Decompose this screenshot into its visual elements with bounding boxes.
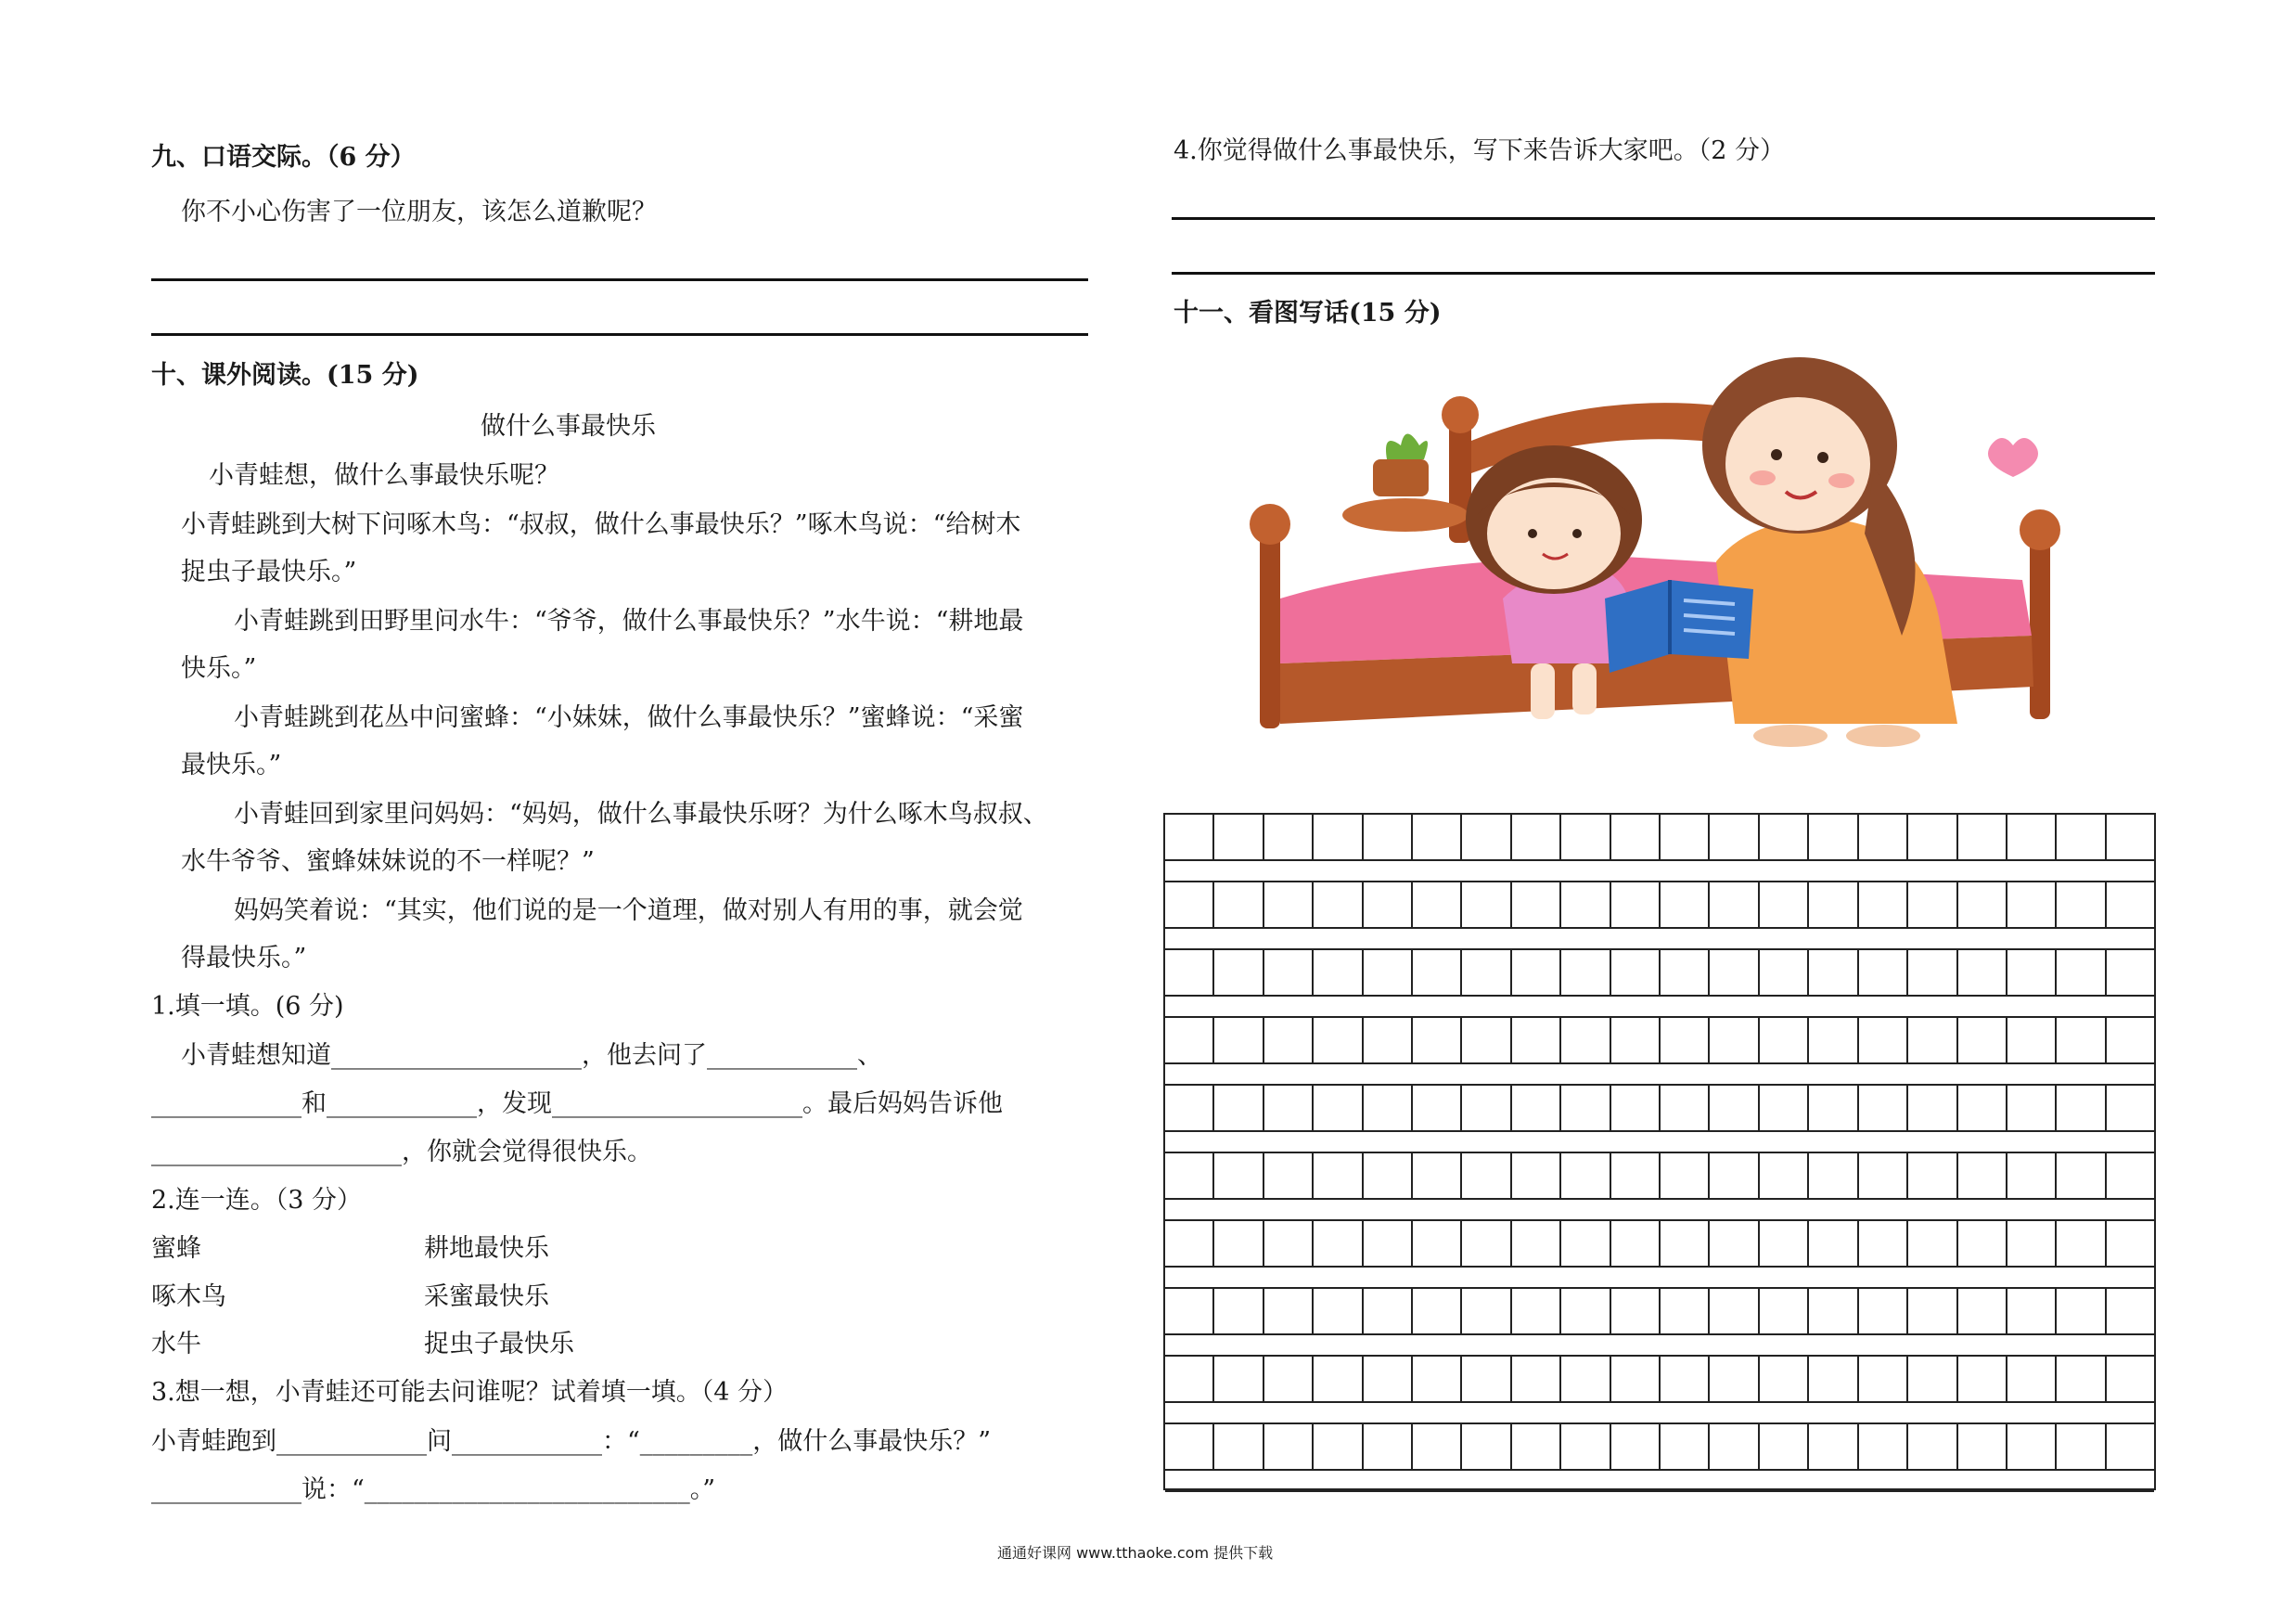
grid-cell[interactable]: [1413, 1153, 1462, 1198]
grid-row-gap: [1165, 1132, 2154, 1153]
match-right-item[interactable]: 采蜜最快乐: [424, 1282, 549, 1311]
grid-cell[interactable]: [1809, 1086, 1858, 1130]
grid-cell[interactable]: [1859, 1018, 1908, 1062]
grid-cell[interactable]: [1661, 1289, 1710, 1333]
grid-cell[interactable]: [1214, 1221, 1263, 1266]
grid-cell[interactable]: [1760, 1086, 1809, 1130]
grid-cell[interactable]: [1611, 1357, 1661, 1401]
grid-cell[interactable]: [1561, 1086, 1610, 1130]
grid-cell[interactable]: [1413, 1018, 1462, 1062]
grid-row[interactable]: [1165, 1357, 2154, 1403]
grid-cell[interactable]: [1364, 1357, 1413, 1401]
answer-line-3[interactable]: [1172, 217, 2155, 220]
grid-cell[interactable]: [1611, 882, 1661, 927]
grid-cell[interactable]: [1661, 1153, 1710, 1198]
story-line: 小青蛙跳到大树下问啄木鸟：“叔叔，做什么事最快乐？”啄木鸟说：“给树木: [181, 510, 1021, 539]
grid-cell[interactable]: [2057, 815, 2106, 859]
grid-cell[interactable]: [1908, 1153, 1957, 1198]
grid-cell[interactable]: [2057, 950, 2106, 995]
grid-cell[interactable]: [1462, 1289, 1511, 1333]
grid-cell[interactable]: [1512, 1153, 1561, 1198]
grid-cell[interactable]: [1314, 882, 1363, 927]
grid-cell[interactable]: [1958, 1018, 2007, 1062]
grid-cell[interactable]: [1561, 1153, 1610, 1198]
q1-label: 1.填一填。(6 分): [151, 992, 344, 1021]
grid-cell[interactable]: [1760, 950, 1809, 995]
grid-cell[interactable]: [1462, 882, 1511, 927]
grid-cell[interactable]: [1413, 1221, 1462, 1266]
grid-cell[interactable]: [1214, 1424, 1263, 1469]
grid-cell[interactable]: [1512, 882, 1561, 927]
q3-fill-line[interactable]: ____________说：“__________________________。”: [151, 1475, 716, 1504]
grid-cell[interactable]: [1364, 1221, 1413, 1266]
story-line: 妈妈笑着说：“其实，他们说的是一个道理，做对别人有用的事，就会觉: [234, 896, 1023, 925]
grid-cell[interactable]: [1561, 882, 1610, 927]
match-left-item[interactable]: 蜜蜂: [151, 1234, 201, 1263]
grid-cell[interactable]: [1264, 1289, 1314, 1333]
grid-cell[interactable]: [1809, 882, 1858, 927]
story-line: 小青蛙跳到田野里问水牛：“爷爷，做什么事最快乐？”水牛说：“耕地最: [234, 607, 1024, 636]
grid-cell[interactable]: [1661, 1018, 1710, 1062]
grid-cell[interactable]: [1165, 1289, 1214, 1333]
grid-cell[interactable]: [1214, 1153, 1263, 1198]
grid-cell[interactable]: [1958, 1424, 2007, 1469]
grid-cell[interactable]: [1661, 882, 1710, 927]
grid-cell[interactable]: [1561, 1289, 1610, 1333]
grid-cell[interactable]: [1760, 882, 1809, 927]
grid-cell[interactable]: [1264, 1424, 1314, 1469]
q1-fill-line[interactable]: ____________和____________，发现____________________。最后妈妈告诉他: [151, 1089, 1003, 1118]
grid-cell[interactable]: [1314, 1221, 1363, 1266]
grid-cell[interactable]: [1165, 882, 1214, 927]
grid-cell[interactable]: [1462, 1221, 1511, 1266]
grid-cell[interactable]: [2057, 1153, 2106, 1198]
grid-cell[interactable]: [1611, 1289, 1661, 1333]
grid-cell[interactable]: [2007, 1289, 2057, 1333]
grid-cell[interactable]: [1462, 815, 1511, 859]
grid-cell[interactable]: [1364, 815, 1413, 859]
story-line: 水牛爷爷、蜜蜂妹妹说的不一样呢？”: [181, 847, 595, 876]
grid-cell[interactable]: [1413, 815, 1462, 859]
grid-cell[interactable]: [1214, 950, 1263, 995]
grid-cell[interactable]: [2057, 1018, 2106, 1062]
grid-cell[interactable]: [1859, 1424, 1908, 1469]
grid-cell[interactable]: [2107, 1153, 2154, 1198]
grid-cell[interactable]: [1165, 950, 1214, 995]
grid-cell[interactable]: [1760, 815, 1809, 859]
story-title: 做什么事最快乐: [481, 412, 656, 441]
grid-cell[interactable]: [1214, 815, 1263, 859]
grid-cell[interactable]: [1512, 1086, 1561, 1130]
grid-cell[interactable]: [1958, 950, 2007, 995]
story-line: 小青蛙跳到花丛中问蜜蜂：“小妹妹，做什么事最快乐？”蜜蜂说：“采蜜: [234, 703, 1024, 732]
grid-cell[interactable]: [1314, 1018, 1363, 1062]
grid-cell[interactable]: [1809, 1153, 1858, 1198]
grid-cell[interactable]: [1710, 1424, 1759, 1469]
grid-row[interactable]: [1165, 1018, 2154, 1064]
grid-cell[interactable]: [2107, 815, 2154, 859]
grid-cell[interactable]: [1314, 1086, 1363, 1130]
grid-cell[interactable]: [1413, 1086, 1462, 1130]
grid-cell[interactable]: [1214, 1357, 1263, 1401]
grid-cell[interactable]: [2057, 1289, 2106, 1333]
grid-cell[interactable]: [2007, 1153, 2057, 1198]
grid-cell[interactable]: [1710, 815, 1759, 859]
q2-label: 2.连一连。（3 分）: [151, 1186, 363, 1215]
grid-row[interactable]: [1165, 882, 2154, 929]
grid-cell[interactable]: [1264, 1357, 1314, 1401]
grid-cell[interactable]: [1512, 1221, 1561, 1266]
grid-cell[interactable]: [1561, 950, 1610, 995]
match-right-item[interactable]: 捉虫子最快乐: [424, 1330, 574, 1358]
grid-cell[interactable]: [1611, 1018, 1661, 1062]
grid-cell[interactable]: [2007, 1018, 2057, 1062]
answer-line-2[interactable]: [151, 333, 1088, 336]
grid-cell[interactable]: [1561, 815, 1610, 859]
grid-cell[interactable]: [1809, 1357, 1858, 1401]
grid-cell[interactable]: [2007, 1086, 2057, 1130]
answer-line-1[interactable]: [151, 278, 1088, 281]
grid-cell[interactable]: [1165, 1018, 1214, 1062]
grid-cell[interactable]: [1611, 1086, 1661, 1130]
grid-row[interactable]: [1165, 1221, 2154, 1268]
grid-cell[interactable]: [2007, 1221, 2057, 1266]
grid-cell[interactable]: [1760, 1424, 1809, 1469]
grid-cell[interactable]: [1611, 950, 1661, 995]
grid-cell[interactable]: [1165, 815, 1214, 859]
grid-cell[interactable]: [1908, 1086, 1957, 1130]
grid-row-gap: [1165, 1335, 2154, 1357]
grid-cell[interactable]: [2107, 950, 2154, 995]
grid-cell[interactable]: [1859, 882, 1908, 927]
grid-cell[interactable]: [1908, 1357, 1957, 1401]
grid-cell[interactable]: [1512, 815, 1561, 859]
answer-line-4[interactable]: [1172, 272, 2155, 275]
grid-cell[interactable]: [1661, 1424, 1710, 1469]
grid-cell[interactable]: [1165, 1221, 1214, 1266]
grid-cell[interactable]: [1314, 1289, 1363, 1333]
grid-cell[interactable]: [1364, 950, 1413, 995]
grid-row[interactable]: [1165, 1424, 2154, 1471]
grid-cell[interactable]: [1908, 1424, 1957, 1469]
grid-cell[interactable]: [1859, 1153, 1908, 1198]
grid-cell[interactable]: [1809, 950, 1858, 995]
grid-cell[interactable]: [1512, 1424, 1561, 1469]
grid-cell[interactable]: [1710, 1086, 1759, 1130]
grid-cell[interactable]: [1561, 1357, 1610, 1401]
grid-cell[interactable]: [1462, 1086, 1511, 1130]
grid-cell[interactable]: [1214, 1289, 1263, 1333]
grid-cell[interactable]: [1908, 950, 1957, 995]
grid-cell[interactable]: [1165, 1357, 1214, 1401]
grid-cell[interactable]: [1809, 1018, 1858, 1062]
grid-row-gap: [1165, 861, 2154, 882]
grid-cell[interactable]: [1908, 1221, 1957, 1266]
grid-cell[interactable]: [1314, 1357, 1363, 1401]
grid-cell[interactable]: [1611, 815, 1661, 859]
grid-cell[interactable]: [1710, 882, 1759, 927]
grid-cell[interactable]: [2107, 1357, 2154, 1401]
story-line: 得最快乐。”: [181, 944, 307, 972]
grid-cell[interactable]: [1264, 1086, 1314, 1130]
grid-cell[interactable]: [1809, 1289, 1858, 1333]
grid-cell[interactable]: [1561, 1018, 1610, 1062]
grid-cell[interactable]: [1710, 1018, 1759, 1062]
grid-cell[interactable]: [1661, 1357, 1710, 1401]
grid-cell[interactable]: [1661, 1221, 1710, 1266]
grid-cell[interactable]: [1364, 1289, 1413, 1333]
grid-cell[interactable]: [1710, 1289, 1759, 1333]
grid-cell[interactable]: [1413, 882, 1462, 927]
grid-cell[interactable]: [1264, 1153, 1314, 1198]
grid-cell[interactable]: [2007, 1357, 2057, 1401]
grid-cell[interactable]: [1214, 882, 1263, 927]
grid-cell[interactable]: [2057, 1357, 2106, 1401]
grid-cell[interactable]: [1809, 815, 1858, 859]
grid-cell[interactable]: [1859, 1289, 1908, 1333]
grid-cell[interactable]: [2007, 950, 2057, 995]
grid-row-gap: [1165, 1471, 2154, 1492]
grid-cell[interactable]: [1314, 815, 1363, 859]
grid-cell[interactable]: [1611, 1424, 1661, 1469]
grid-row[interactable]: [1165, 950, 2154, 997]
grid-row-gap: [1165, 1064, 2154, 1086]
grid-cell[interactable]: [1859, 1086, 1908, 1130]
grid-cell[interactable]: [1561, 1221, 1610, 1266]
grid-cell[interactable]: [1908, 1289, 1957, 1333]
grid-cell[interactable]: [1958, 1221, 2007, 1266]
writing-grid[interactable]: [1163, 813, 2156, 1490]
grid-cell[interactable]: [2107, 1424, 2154, 1469]
grid-cell[interactable]: [1512, 1289, 1561, 1333]
grid-cell[interactable]: [2107, 1289, 2154, 1333]
grid-cell[interactable]: [1760, 1221, 1809, 1266]
grid-cell[interactable]: [2107, 1018, 2154, 1062]
q1-fill-line[interactable]: ____________________，你就会觉得很快乐。: [151, 1138, 652, 1166]
grid-cell[interactable]: [1264, 882, 1314, 927]
grid-cell[interactable]: [1958, 1086, 2007, 1130]
grid-cell[interactable]: [1364, 882, 1413, 927]
grid-cell[interactable]: [2007, 1424, 2057, 1469]
grid-row[interactable]: [1165, 1289, 2154, 1335]
grid-cell[interactable]: [1561, 1424, 1610, 1469]
section10-heading: 十、课外阅读。(15 分): [151, 361, 419, 390]
grid-cell[interactable]: [1165, 1424, 1214, 1469]
grid-cell[interactable]: [1809, 1424, 1858, 1469]
grid-cell[interactable]: [1462, 1018, 1511, 1062]
grid-row-gap: [1165, 1268, 2154, 1289]
grid-cell[interactable]: [1908, 815, 1957, 859]
grid-cell[interactable]: [1413, 1289, 1462, 1333]
grid-cell[interactable]: [1462, 1153, 1511, 1198]
grid-cell[interactable]: [2107, 882, 2154, 927]
match-right-item[interactable]: 耕地最快乐: [424, 1234, 549, 1263]
grid-cell[interactable]: [2007, 882, 2057, 927]
grid-cell[interactable]: [1364, 1086, 1413, 1130]
grid-row-gap: [1165, 997, 2154, 1018]
grid-cell[interactable]: [1512, 950, 1561, 995]
grid-cell[interactable]: [1859, 1357, 1908, 1401]
grid-cell[interactable]: [1264, 1018, 1314, 1062]
grid-cell[interactable]: [1264, 950, 1314, 995]
grid-cell[interactable]: [1165, 1086, 1214, 1130]
grid-row[interactable]: [1165, 1086, 2154, 1132]
grid-cell[interactable]: [1859, 1221, 1908, 1266]
grid-cell[interactable]: [1958, 1289, 2007, 1333]
grid-cell[interactable]: [2057, 1221, 2106, 1266]
mother-daughter-reading-illustration: [1234, 357, 2115, 756]
grid-cell[interactable]: [1314, 950, 1363, 995]
grid-cell[interactable]: [1760, 1153, 1809, 1198]
grid-cell[interactable]: [2057, 882, 2106, 927]
grid-cell[interactable]: [1364, 1424, 1413, 1469]
grid-cell[interactable]: [1413, 1357, 1462, 1401]
grid-cell[interactable]: [1264, 815, 1314, 859]
grid-cell[interactable]: [1314, 1424, 1363, 1469]
grid-cell[interactable]: [1760, 1018, 1809, 1062]
grid-cell[interactable]: [1462, 950, 1511, 995]
grid-cell[interactable]: [1264, 1221, 1314, 1266]
grid-row[interactable]: [1165, 1153, 2154, 1200]
grid-cell[interactable]: [1512, 1018, 1561, 1062]
section11-heading: 十一、看图写话(15 分): [1174, 299, 1442, 328]
grid-cell[interactable]: [1364, 1018, 1413, 1062]
grid-cell[interactable]: [1859, 815, 1908, 859]
grid-cell[interactable]: [1462, 1357, 1511, 1401]
story-line: 捉虫子最快乐。”: [181, 558, 357, 586]
grid-cell[interactable]: [1908, 1018, 1957, 1062]
grid-cell[interactable]: [1958, 882, 2007, 927]
story-line: 快乐。”: [181, 654, 257, 683]
section9-question: 你不小心伤害了一位朋友，该怎么道歉呢？: [181, 198, 657, 226]
match-left-item[interactable]: 水牛: [151, 1330, 201, 1358]
story-line: 小青蛙回到家里问妈妈：“妈妈，做什么事最快乐呀？为什么啄木鸟叔叔、: [234, 800, 1048, 829]
grid-cell[interactable]: [1214, 1018, 1263, 1062]
grid-cell[interactable]: [1710, 950, 1759, 995]
grid-cell[interactable]: [2107, 1221, 2154, 1266]
grid-cell[interactable]: [2107, 1086, 2154, 1130]
grid-cell[interactable]: [1165, 1153, 1214, 1198]
grid-cell[interactable]: [1958, 1357, 2007, 1401]
grid-cell[interactable]: [2057, 1086, 2106, 1130]
grid-cell[interactable]: [1413, 1424, 1462, 1469]
grid-cell[interactable]: [1364, 1153, 1413, 1198]
match-left-item[interactable]: 啄木鸟: [151, 1282, 226, 1311]
grid-cell[interactable]: [1462, 1424, 1511, 1469]
grid-cell[interactable]: [1958, 815, 2007, 859]
grid-cell[interactable]: [1661, 815, 1710, 859]
footer-text: 通通好课网 www.tthaoke.com 提供下载: [997, 1544, 1274, 1562]
q1-fill-line[interactable]: 小青蛙想知道____________________，他去问了____________、: [181, 1041, 882, 1070]
grid-cell[interactable]: [1958, 1153, 2007, 1198]
grid-row[interactable]: [1165, 815, 2154, 861]
story-line: 最快乐。”: [181, 751, 282, 779]
grid-cell[interactable]: [1512, 1357, 1561, 1401]
grid-cell[interactable]: [1809, 1221, 1858, 1266]
q3-label: 3.想一想，小青蛙还可能去问谁呢？试着填一填。（4 分）: [151, 1378, 789, 1407]
grid-cell[interactable]: [2007, 815, 2057, 859]
grid-cell[interactable]: [1413, 950, 1462, 995]
grid-cell[interactable]: [1661, 1086, 1710, 1130]
grid-cell[interactable]: [1214, 1086, 1263, 1130]
grid-cell[interactable]: [1661, 950, 1710, 995]
q4-label: 4.你觉得做什么事最快乐，写下来告诉大家吧。（2 分）: [1174, 136, 1786, 165]
grid-cell[interactable]: [1710, 1221, 1759, 1266]
section9-heading: 九、口语交际。（6 分）: [151, 143, 416, 172]
grid-cell[interactable]: [2057, 1424, 2106, 1469]
grid-cell[interactable]: [1611, 1153, 1661, 1198]
grid-cell[interactable]: [1710, 1153, 1759, 1198]
grid-cell[interactable]: [1710, 1357, 1759, 1401]
grid-row-gap: [1165, 929, 2154, 950]
grid-row-gap: [1165, 1200, 2154, 1221]
q3-fill-line[interactable]: 小青蛙跑到____________问____________：“_________，做什么事最快乐？”: [151, 1427, 992, 1456]
grid-cell[interactable]: [1859, 950, 1908, 995]
grid-cell[interactable]: [1760, 1357, 1809, 1401]
grid-row-gap: [1165, 1403, 2154, 1424]
grid-cell[interactable]: [1611, 1221, 1661, 1266]
grid-cell[interactable]: [1760, 1289, 1809, 1333]
grid-cell[interactable]: [1908, 882, 1957, 927]
grid-cell[interactable]: [1314, 1153, 1363, 1198]
story-line: 小青蛙想，做什么事最快乐呢？: [209, 461, 559, 490]
